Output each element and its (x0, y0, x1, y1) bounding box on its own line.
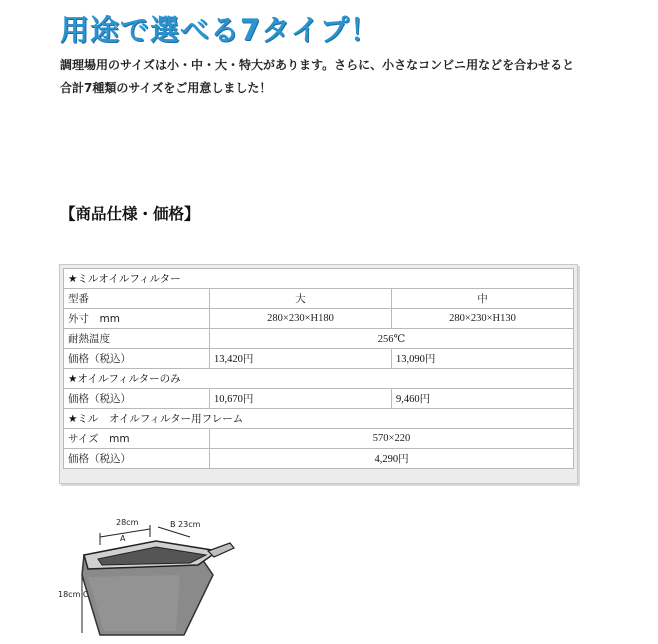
heat-label: 耐熱温度 (64, 329, 210, 349)
intro-line-2: 合計7種類のサイズをご用意しました！ (60, 81, 272, 95)
spec-table-panel (59, 264, 578, 484)
filter-basket-illustration (58, 515, 238, 640)
model-label: 型番 (64, 289, 210, 309)
basket-mesh (88, 575, 180, 631)
frame-price-label: 価格（税込） (64, 449, 210, 469)
dims-medium: 280×230×H130 (392, 309, 574, 329)
page-headline: 用途で選べる7タイプ！ (60, 13, 380, 47)
label-c: 18cm C (58, 590, 89, 599)
frame-section-header: ★ミル オイルフィルター用フレーム (64, 409, 574, 429)
intro-line-1: 調理場用のサイズは小・中・大・特大があります。さらに、小さなコンビニ用などを合わせると (60, 58, 575, 72)
dims-label: 外寸 mm (64, 309, 210, 329)
frame-size: 570×220 (210, 429, 574, 449)
label-a-letter: A (120, 534, 126, 543)
table-row (64, 389, 574, 409)
filter-only-section-header: ★オイルフィルターのみ (64, 369, 574, 389)
table-row (64, 289, 574, 309)
filter-dimension-diagram (58, 515, 238, 640)
price-label: 価格（税込） (64, 349, 210, 369)
table-row (64, 269, 574, 289)
basket-handle (208, 543, 234, 557)
table-row (64, 349, 574, 369)
price-medium: 13,090円 (392, 349, 574, 369)
oil-filter-section-header: ★ミルオイルフィルター (64, 269, 574, 289)
table-row (64, 369, 574, 389)
label-a-size: 28cm (116, 518, 139, 527)
filter-only-price-medium: 9,460円 (392, 389, 574, 409)
section-title: 【商品仕様・価格】 (60, 205, 200, 223)
table-row (64, 409, 574, 429)
table-row (64, 329, 574, 349)
size-label: サイズ mm (64, 429, 210, 449)
heat-value: 256℃ (210, 329, 574, 349)
dims-large: 280×230×H180 (210, 309, 392, 329)
filter-only-price-large: 10,670円 (210, 389, 392, 409)
model-medium: 中 (392, 289, 574, 309)
table-row (64, 429, 574, 449)
table-row (64, 309, 574, 329)
label-b: B 23cm (170, 520, 201, 529)
model-large: 大 (210, 289, 392, 309)
price-large: 13,420円 (210, 349, 392, 369)
filter-only-price-label: 価格（税込） (64, 389, 210, 409)
table-row (64, 449, 574, 469)
spec-table (63, 268, 574, 469)
frame-price: 4,290円 (210, 449, 574, 469)
